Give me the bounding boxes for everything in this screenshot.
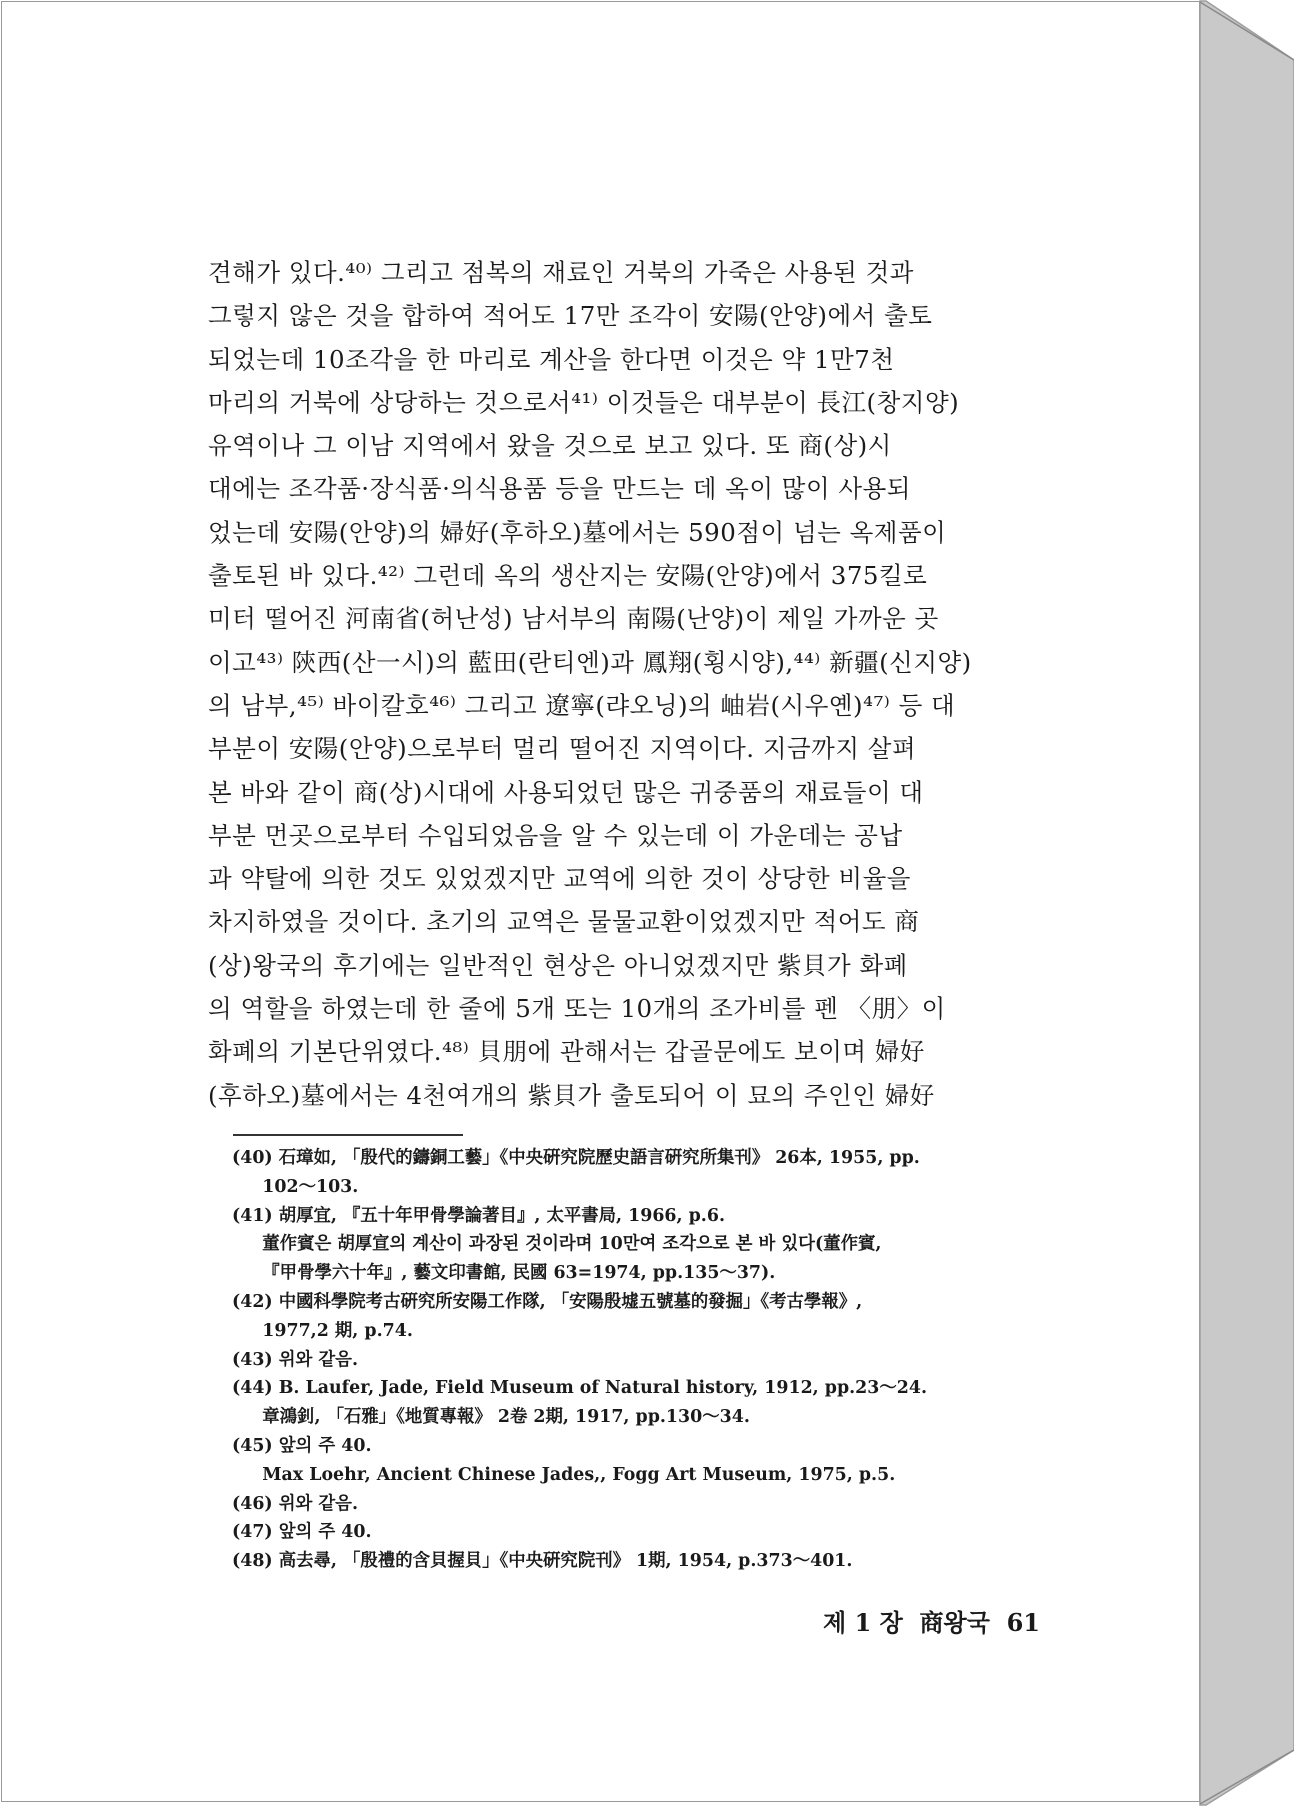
body-line: 부분 먼곳으로부터 수입되었음을 알 수 있는데 이 가운데는 공납 xyxy=(208,820,903,850)
body-line: 유역이나 그 이남 지역에서 왔을 것으로 보고 있다. 또 商(상)시 xyxy=(208,431,892,461)
main-body-text xyxy=(208,251,1040,1117)
body-line: 었는데 安陽(안양)의 婦好(후하오)墓에서는 590점이 넘는 옥제품이 xyxy=(208,517,947,547)
page-footer-running-head: 제 1 장 商왕국 61 xyxy=(823,1608,1040,1637)
body-line: 되었는데 10조각을 한 마리로 계산을 한다면 이것은 약 1만7천 xyxy=(208,344,895,374)
footnote-line: (47) 앞의 주 40. xyxy=(232,1522,372,1543)
footnote-divider xyxy=(233,1134,463,1136)
body-line: (상)왕국의 후기에는 일반적인 현상은 아니었겠지만 紫貝가 화폐 xyxy=(208,950,908,980)
body-line: 차지하였을 것이다. 초기의 교역은 물물교환이었겠지만 적어도 商 xyxy=(208,907,920,937)
body-line: 화폐의 기본단위였다.⁴⁸⁾ 貝朋에 관해서는 갑골문에도 보이며 婦好 xyxy=(208,1037,925,1067)
footnote-line: (46) 위와 같음. xyxy=(232,1493,359,1514)
body-line: 이고⁴³⁾ 陝西(산一시)의 藍田(란티엔)과 鳳翔(횡시양),⁴⁴⁾ 新疆(신지양) xyxy=(208,647,972,677)
body-line: 의 역할을 하였는데 한 줄에 5개 또는 10개의 조가비를 펜 〈朋〉이 xyxy=(208,994,946,1024)
book-side-top-edge xyxy=(1200,2,1294,60)
body-line: 견해가 있다.⁴⁰⁾ 그리고 점복의 재료인 거북의 가죽은 사용된 것과 xyxy=(208,258,914,287)
footnote-line: 102～103. xyxy=(232,1176,359,1197)
footnote-line: (43) 위와 같음. xyxy=(232,1349,359,1370)
footnote-line: Max Loehr, Ancient Chinese Jades,, Fogg Art Museum, 1975, p.5. xyxy=(232,1464,896,1485)
footnote-line: 董作賓은 胡厚宣의 계산이 과장된 것이라며 10만여 조각으로 본 바 있다(董作賓, xyxy=(232,1234,882,1255)
footnote-line: (48) 高去尋, 「殷禮的含貝握貝」《中央硏究院刊》 1期, 1954, p.373～401. xyxy=(232,1551,853,1572)
body-line: 의 남부,⁴⁵⁾ 바이칼호⁴⁶⁾ 그리고 遼寧(랴오닝)의 岫岩(시우옌)⁴⁷⁾ 등 대 xyxy=(208,690,956,720)
body-line: 대에는 조각품·장식품·의식용품 등을 만드는 데 옥이 많이 사용되 xyxy=(208,474,911,504)
footnote-line: 『甲骨學六十年』, 藝文印書館, 民國 63=1974, pp.135～37). xyxy=(232,1263,776,1284)
body-line: 부분이 安陽(안양)으로부터 멀리 떨어진 지역이다. 지금까지 살펴 xyxy=(208,734,917,764)
body-line: 출토된 바 있다.⁴²⁾ 그런데 옥의 생산지는 安陽(안양)에서 375킬로 xyxy=(208,561,928,591)
footnote-line: 1977,2 期, p.74. xyxy=(232,1320,413,1341)
footnote-line: (41) 胡厚宜, 『五十年甲骨學論著目』, 太平書局, 1966, p.6. xyxy=(232,1205,726,1226)
body-line: 마리의 거북에 상당하는 것으로서⁴¹⁾ 이것들은 대부분이 長江(창지양) xyxy=(208,387,960,417)
footnote-line: (44) B. Laufer, Jade, Field Museum of Natural history, 1912, pp.23～24. xyxy=(232,1378,928,1399)
body-line: 그렇지 않은 것을 합하여 적어도 17만 조각이 安陽(안양)에서 출토 xyxy=(208,301,933,331)
footnote-line: (42) 中國科學院考古硏究所安陽工作隊, 「安陽殷墟五號墓的發掘」《考古學報》, xyxy=(232,1291,863,1312)
body-line: 과 약탈에 의한 것도 있었겠지만 교역에 의한 것이 상당한 비율을 xyxy=(208,864,911,894)
body-line: 본 바와 같이 商(상)시대에 사용되었던 많은 귀중품의 재료들이 대 xyxy=(208,777,924,807)
body-line: 미터 떨어진 河南省(허난성) 남서부의 南陽(난양)이 제일 가까운 곳 xyxy=(208,604,939,634)
footnote-line: (45) 앞의 주 40. xyxy=(232,1435,372,1456)
footnote-line: (40) 石璋如, 「殷代的鑄銅工藝」《中央硏究院歷史語言硏究所集刊》 26本, 1955, pp. xyxy=(232,1148,920,1168)
book-side-face xyxy=(1200,1,1294,1805)
footnotes-section xyxy=(232,1144,1052,1576)
body-line: (후하오)墓에서는 4천여개의 紫貝가 출토되어 이 묘의 주인인 婦好 xyxy=(208,1080,935,1110)
book-side-bottom-edge xyxy=(1200,1750,1294,1804)
footnote-line: 章鴻釗, 「石雅」《地質專報》 2卷 2期, 1917, pp.130～34. xyxy=(232,1407,750,1428)
